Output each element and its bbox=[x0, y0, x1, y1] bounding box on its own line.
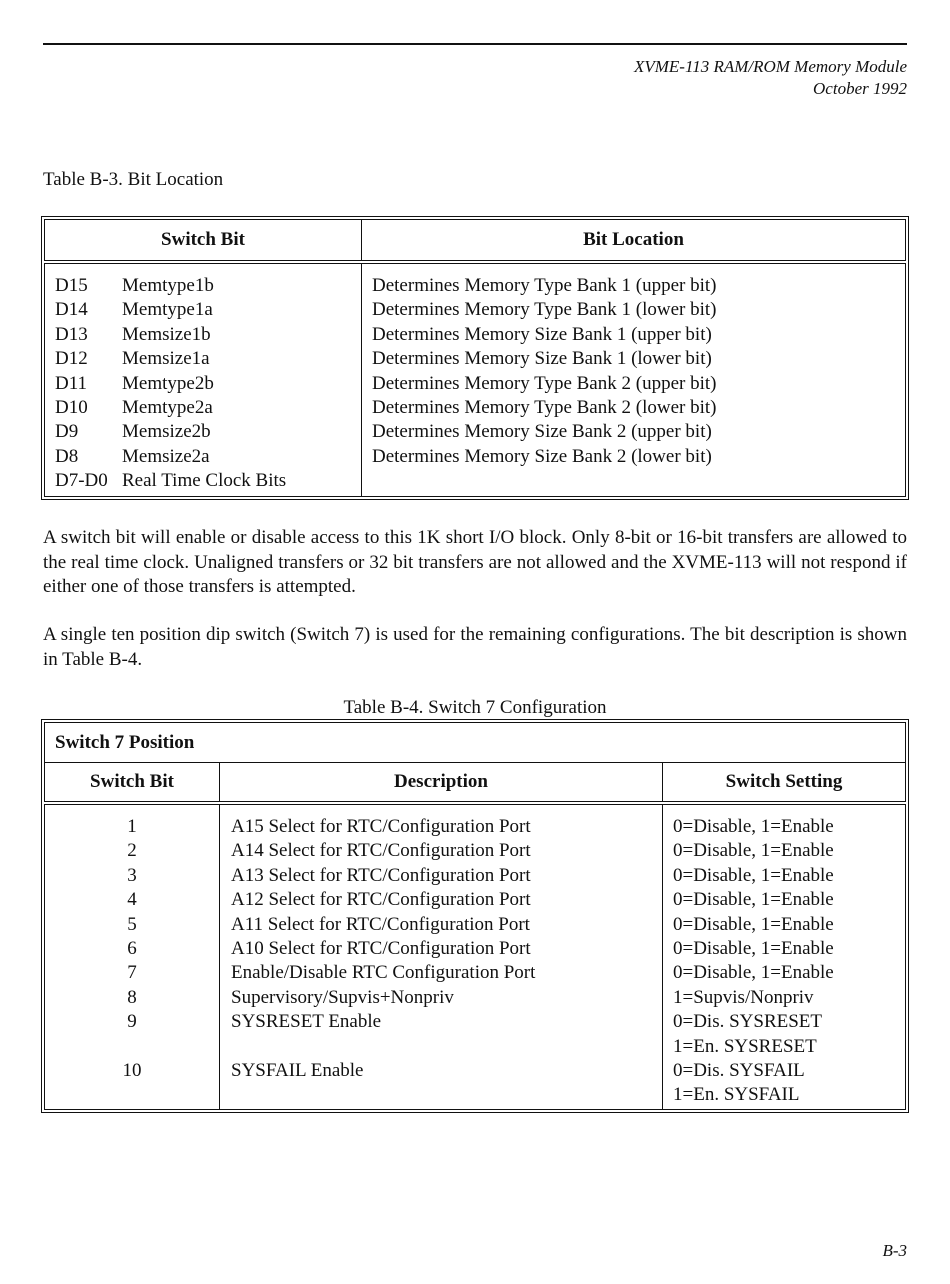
switch-setting-cell: 0=Disable, 1=Enable bbox=[673, 913, 834, 935]
switch-setting-cell: 0=Disable, 1=Enable bbox=[673, 889, 834, 911]
bit-location-cell: Determines Memory Type Bank 2 (lower bit) bbox=[372, 396, 717, 418]
description-cell: A15 Select for RTC/Configuration Port bbox=[231, 816, 531, 837]
table-row bbox=[55, 347, 351, 371]
switch-bit-name: Memsize2b bbox=[122, 421, 211, 443]
switch-bit-number: 9 bbox=[127, 1011, 137, 1033]
switch-setting-cell: 0=Dis. SYSFAIL bbox=[673, 1059, 805, 1081]
description-column bbox=[220, 803, 663, 1110]
description-cell: A14 Select for RTC/Configuration Port bbox=[231, 840, 531, 862]
switch-bit-name: Memtype2b bbox=[122, 372, 214, 394]
switch-setting-cell: 0=Disable, 1=Enable bbox=[673, 840, 834, 862]
description-cell: A10 Select for RTC/Configuration Port bbox=[231, 937, 531, 959]
switch-bit-number: 7 bbox=[127, 962, 137, 984]
switch-bit-name: Real Time Clock Bits bbox=[122, 470, 287, 492]
switch-setting-cell: 0=Disable, 1=Enable bbox=[673, 864, 834, 886]
table-row bbox=[55, 445, 351, 469]
table-row bbox=[55, 420, 351, 444]
table-row bbox=[55, 396, 351, 420]
row-spacer bbox=[231, 1083, 662, 1107]
switch-setting-cell: 1=Supvis/Nonpriv bbox=[673, 986, 814, 1008]
col-header-switch-bit: Switch Bit bbox=[45, 220, 362, 263]
switch-bit-name: Memsize1a bbox=[122, 348, 210, 370]
description-cell: A12 Select for RTC/Configuration Port bbox=[231, 889, 531, 911]
switch-bit-name: Memtype1a bbox=[122, 299, 213, 321]
switch-bit-code: D14 bbox=[55, 299, 88, 321]
table-row bbox=[55, 372, 351, 396]
table-row bbox=[55, 323, 351, 347]
switch-setting-cell: 1=En. SYSFAIL bbox=[673, 1084, 800, 1106]
bit-location-cell: Determines Memory Size Bank 2 (lower bit) bbox=[372, 445, 712, 467]
description-cell: SYSFAIL Enable bbox=[231, 1059, 364, 1081]
running-header bbox=[634, 56, 907, 100]
switch-bit-code: D10 bbox=[55, 397, 88, 419]
paragraph-switch-bit: A switch bit will enable or disable access to this 1K short I/O block. Only 8-bit or 16-bit transfers are allowed to the real time clock. Unaligned transfers or 32 bit transfers are not allowed and the XVME-113 will not respond if either one of those transfers is attempted. bbox=[43, 527, 907, 597]
table-row bbox=[55, 274, 351, 298]
col-header-switch-setting: Switch Setting bbox=[663, 763, 906, 804]
description-cell: Supervisory/Supvis+Nonpriv bbox=[231, 986, 454, 1008]
switch-bit-code: D11 bbox=[55, 372, 88, 394]
bit-location-cell: Determines Memory Size Bank 2 (upper bit) bbox=[372, 421, 712, 443]
switch-bit-number: 5 bbox=[127, 913, 137, 935]
switch-bit-code: D13 bbox=[55, 323, 88, 345]
table-b4 bbox=[41, 719, 909, 1113]
switch-setting-cell: 1=En. SYSRESET bbox=[673, 1035, 817, 1057]
bit-location-cell: Determines Memory Type Bank 1 (upper bit) bbox=[372, 275, 717, 296]
switch-bit-code: D9 bbox=[55, 421, 79, 443]
switch-setting-cell: 0=Disable, 1=Enable bbox=[673, 937, 834, 959]
switch-bit-number: 10 bbox=[122, 1059, 142, 1081]
switch-bit-number: 4 bbox=[127, 889, 137, 911]
switch-bit-number: 6 bbox=[127, 937, 137, 959]
header-date: October 1992 bbox=[813, 79, 907, 98]
bit-location-cell: Determines Memory Size Bank 1 (lower bit) bbox=[372, 348, 712, 370]
description-cell: Enable/Disable RTC Configuration Port bbox=[231, 962, 536, 984]
switch-setting-cell: 0=Dis. SYSRESET bbox=[673, 1011, 823, 1033]
switch-bit-number: 8 bbox=[127, 986, 137, 1008]
switch-bit-number: 3 bbox=[127, 864, 137, 886]
switch-bit-code: D8 bbox=[55, 445, 79, 467]
table-row bbox=[55, 469, 351, 493]
bit-location-cell: Determines Memory Type Bank 2 (upper bit) bbox=[372, 372, 717, 394]
row-spacer bbox=[231, 1035, 662, 1059]
description-cell: A11 Select for RTC/Configuration Port bbox=[231, 913, 530, 935]
bit-location-column bbox=[362, 262, 906, 497]
table-b3-caption: Table B-3. Bit Location bbox=[43, 169, 224, 190]
bit-location-cell bbox=[372, 469, 895, 493]
switch-bit-number: 1 bbox=[127, 816, 137, 837]
col-header-bit-location: Bit Location bbox=[362, 220, 906, 263]
table-b3 bbox=[41, 216, 909, 500]
switch-bit-number: 2 bbox=[127, 840, 137, 862]
switch-bit-name: Memsize2a bbox=[122, 445, 210, 467]
switch-bit-name: Memtype1b bbox=[122, 275, 214, 296]
paragraph-dip-switch: A single ten position dip switch (Switch 7) is used for the remaining configurations. The bit description is shown in Table B-4. bbox=[43, 624, 907, 670]
description-cell: SYSRESET Enable bbox=[231, 1011, 382, 1033]
switch-bit-code: D7-D0 bbox=[55, 470, 108, 492]
col-header-switch-bit: Switch Bit bbox=[45, 763, 220, 804]
switch-setting-cell: 0=Disable, 1=Enable bbox=[673, 816, 834, 837]
bit-location-cell: Determines Memory Size Bank 1 (upper bit) bbox=[372, 323, 712, 345]
switch-bit-name: Memsize1b bbox=[122, 323, 211, 345]
switch-bit-code: D15 bbox=[55, 275, 88, 296]
switch-bit-column bbox=[45, 803, 220, 1110]
col-header-description: Description bbox=[220, 763, 663, 804]
switch-bit-name: Memtype2a bbox=[122, 397, 213, 419]
table-b4-caption: Table B-4. Switch 7 Configuration bbox=[343, 697, 607, 718]
table-row bbox=[55, 298, 351, 322]
switch-setting-column bbox=[663, 803, 906, 1110]
bit-location-cell: Determines Memory Type Bank 1 (lower bit) bbox=[372, 299, 717, 321]
description-cell: A13 Select for RTC/Configuration Port bbox=[231, 864, 531, 886]
switch-bit-code: D12 bbox=[55, 348, 88, 370]
group-header-switch7-position: Switch 7 Position bbox=[45, 723, 906, 763]
switch-setting-cell: 0=Disable, 1=Enable bbox=[673, 962, 834, 984]
row-spacer bbox=[45, 1083, 219, 1107]
header-title: XVME-113 RAM/ROM Memory Module bbox=[633, 57, 907, 76]
page-number: B-3 bbox=[882, 1241, 907, 1260]
switch-bit-column bbox=[45, 262, 362, 497]
header-rule bbox=[43, 43, 907, 45]
row-spacer bbox=[45, 1035, 219, 1059]
